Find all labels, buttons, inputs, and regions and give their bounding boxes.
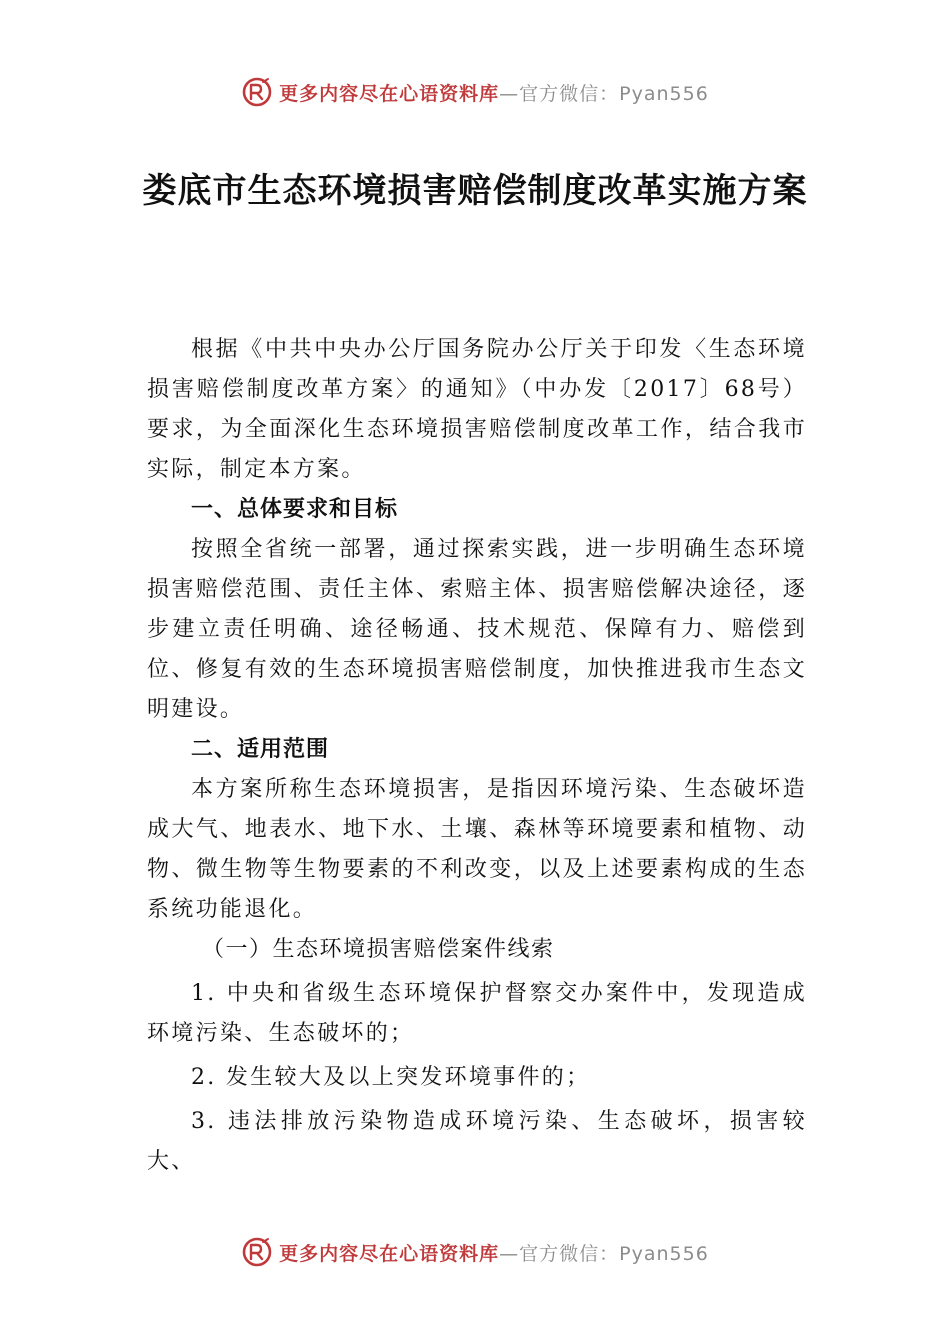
page-title: 娄底市生态环境损害赔偿制度改革实施方案 bbox=[142, 171, 808, 211]
list-item: 2. 发生较大及以上突发环境事件的； bbox=[191, 1065, 591, 1090]
banner-gray-text: —官方微信：Pyan556 bbox=[499, 1242, 709, 1265]
subsection-heading-1: （一）生态环境损害赔偿案件线索 bbox=[202, 937, 555, 962]
banner-red-text: 更多内容尽在心语资料库 bbox=[279, 82, 500, 105]
red-circle-logo-icon bbox=[241, 1236, 273, 1268]
list-item: 3. 违法排放污染物造成环境污染、生态破坏，损害较大、 bbox=[147, 1109, 807, 1174]
list-item: 1. 中央和省级生态环境保护督察交办案件中，发现造成环境污染、生态破坏的； bbox=[147, 981, 807, 1046]
document-body bbox=[147, 330, 807, 1182]
section-heading-2: 二、适用范围 bbox=[191, 737, 330, 762]
footer-banner bbox=[0, 1230, 950, 1274]
red-circle-logo-icon bbox=[241, 76, 273, 108]
banner-red-text: 更多内容尽在心语资料库 bbox=[279, 1242, 500, 1265]
section-1-paragraph: 按照全省统一部署，通过探索实践，进一步明确生态环境损害赔偿范围、责任主体、索赔主体、损害赔偿解决途径，逐步建立责任明确、途径畅通、技术规范、保障有力、赔偿到位、修复有效的生态环境损害赔偿制度，加快推进我市生态文明建设。 bbox=[147, 537, 807, 722]
section-2-paragraph: 本方案所称生态环境损害，是指因环境污染、生态破坏造成大气、地表水、地下水、土壤、森林等环境要素和植物、动物、微生物等生物要素的不利改变，以及上述要素构成的生态系统功能退化。 bbox=[147, 777, 807, 922]
banner-gray-text: —官方微信：Pyan556 bbox=[499, 82, 709, 105]
section-heading-1: 一、总体要求和目标 bbox=[191, 497, 399, 522]
intro-paragraph: 根据《中共中央办公厅国务院办公厅关于印发〈生态环境损害赔偿制度改革方案〉的通知》（中办发〔2017〕68号） 要求，为全面深化生态环境损害赔偿制度改革工作，结合我市实际，制定本方案。 bbox=[147, 337, 807, 482]
header-banner bbox=[0, 70, 950, 114]
